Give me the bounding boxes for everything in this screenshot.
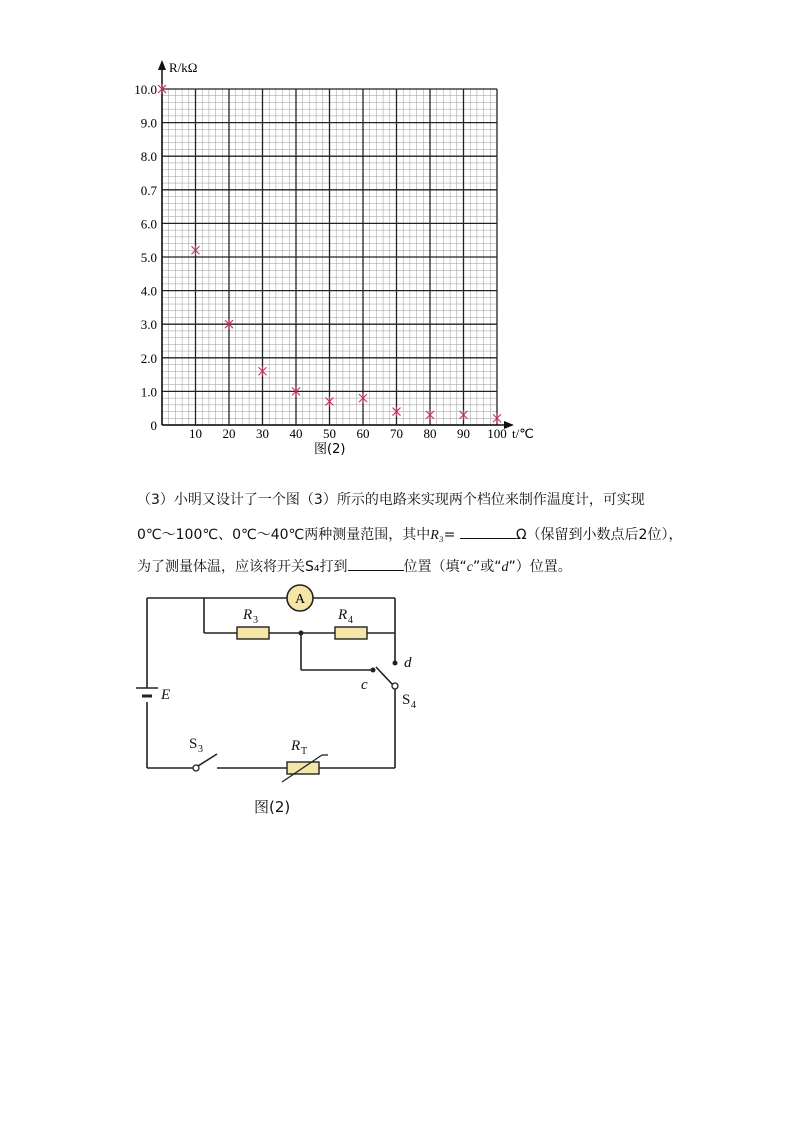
x-axis-label: t/℃	[512, 426, 534, 441]
resistor-r3	[237, 627, 269, 639]
circuit-caption: 图(2)	[254, 798, 291, 816]
x-tick-label: 100	[487, 426, 507, 441]
label-c: c	[361, 677, 368, 693]
y-tick-label: 8.0	[140, 149, 157, 165]
label-r3-sub: 3	[253, 615, 258, 626]
fill-text: 位置（填“	[403, 559, 467, 575]
x-tick-label: 70	[390, 426, 403, 441]
resistor-r4	[335, 627, 367, 639]
y-tick-label: 0.7	[140, 182, 157, 198]
label-r4-sub: 4	[348, 615, 353, 626]
x-tick-label: 60	[356, 426, 370, 441]
junction-node	[299, 631, 304, 636]
label-d: d	[404, 655, 412, 671]
ammeter-label: A	[294, 592, 306, 607]
equals-sign: =	[443, 527, 456, 543]
contact-d	[393, 661, 398, 666]
figure-caption: 图(2)	[314, 442, 346, 457]
end-text: ”）位置。	[508, 559, 572, 575]
question-line-1: （3）小明又设计了一个图（3）所示的电路来实现两个档位来制作温度计，可实现	[137, 492, 645, 508]
x-tick-label: 30	[256, 426, 269, 441]
unit-text: Ω（保留到小数点后2位），	[515, 527, 683, 543]
y-tick-label: 9.0	[140, 115, 157, 131]
switch-s3-pivot	[193, 765, 199, 771]
y-tick-label: 4.0	[140, 283, 157, 299]
switch-text: 为了测量体温，应该将开关S₄打到	[137, 559, 348, 575]
range-text: 0℃～100℃、0℃～40℃两种测量范围，其中	[137, 527, 431, 543]
label-s4: S	[402, 692, 411, 708]
r3-variable: R₃	[430, 528, 444, 543]
label-s4-sub: 4	[411, 700, 416, 711]
label-e: E	[161, 687, 171, 703]
y-tick-label: 0	[150, 418, 157, 433]
x-tick-label: 20	[222, 426, 236, 441]
y-tick-label: 10.0	[134, 82, 157, 97]
y-tick-label: 1.0	[140, 384, 157, 400]
switch-s4-pivot	[392, 683, 398, 689]
option-c: c	[466, 560, 473, 575]
label-r4: R	[338, 607, 348, 623]
y-axis-label: R/kΩ	[169, 60, 198, 75]
label-s3: S	[189, 736, 198, 752]
x-tick-label: 10	[189, 426, 202, 441]
y-tick-label: 5.0	[140, 250, 157, 265]
label-rt-sub: T	[301, 746, 308, 757]
y-tick-label: 3.0	[140, 317, 157, 333]
x-tick-label: 50	[323, 426, 336, 441]
y-tick-label: 2.0	[140, 350, 157, 366]
x-tick-label: 80	[423, 426, 437, 441]
option-d: d	[501, 560, 509, 575]
label-s3-sub: 3	[198, 744, 203, 755]
x-tick-label: 40	[289, 426, 303, 441]
y-tick-label: 6.0	[140, 216, 157, 232]
contact-c	[371, 668, 376, 673]
or-text: ”或“	[472, 559, 502, 575]
label-r3: R	[243, 607, 253, 623]
x-tick-label: 90	[457, 426, 470, 441]
label-rt: R	[291, 738, 301, 754]
